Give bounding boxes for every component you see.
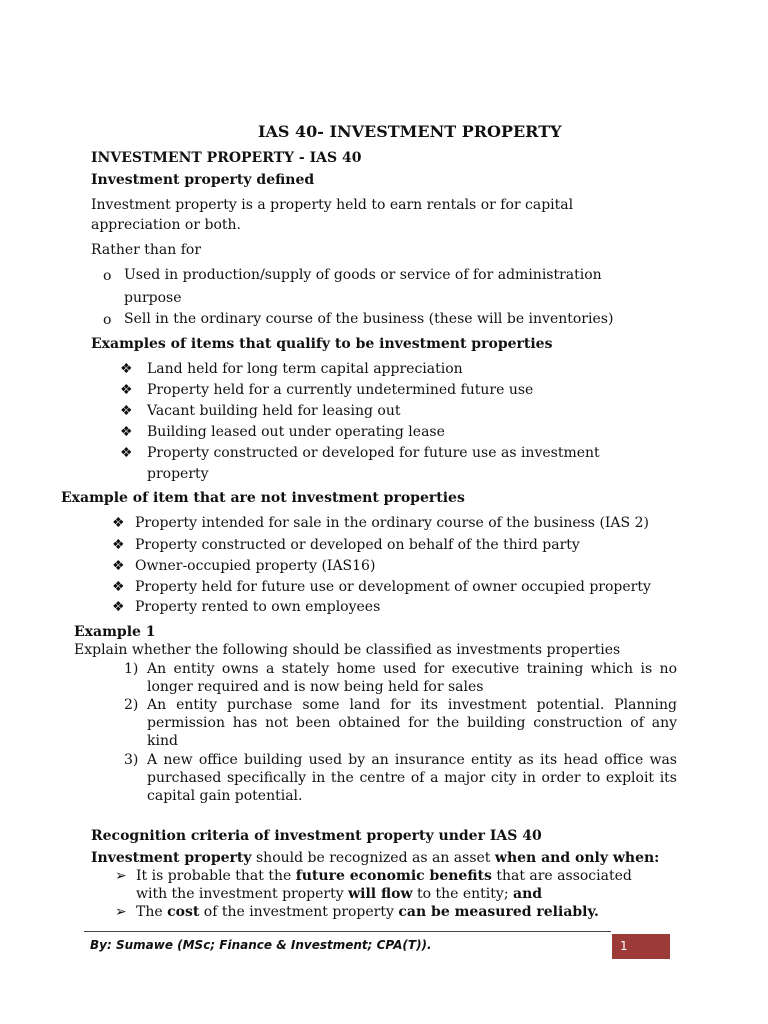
subtitle: INVESTMENT PROPERTY - IAS 40 bbox=[91, 150, 362, 166]
text: It is probable that the bbox=[136, 868, 296, 884]
diamond-bullet-icon: ❖ bbox=[112, 537, 125, 553]
diamond-bullet-icon: ❖ bbox=[120, 424, 133, 440]
bold-text: will flow bbox=[348, 886, 413, 902]
arrow-bullet-icon: ➢ bbox=[115, 868, 127, 884]
text: with the investment property bbox=[136, 886, 349, 902]
list-item: Land held for long term capital appreciation bbox=[147, 361, 463, 377]
diamond-bullet-icon: ❖ bbox=[112, 558, 125, 574]
example-line: permission has not been obtained for the building construction of any bbox=[147, 715, 677, 731]
diamond-bullet-icon: ❖ bbox=[112, 515, 125, 531]
example-line: A new office building used by an insurance entity as its head office was bbox=[147, 752, 677, 768]
diamond-bullet-icon: ❖ bbox=[120, 361, 133, 377]
example-line: capital gain potential. bbox=[147, 788, 303, 804]
diamond-bullet-icon: ❖ bbox=[120, 382, 133, 398]
page-number: 1 bbox=[620, 939, 628, 953]
list-item: Owner-occupied property (IAS16) bbox=[135, 558, 376, 574]
example-line: An entity owns a stately home used for executive training which is no bbox=[147, 661, 677, 677]
diamond-bullet-icon: ❖ bbox=[120, 445, 133, 461]
section-heading-qualify: Examples of items that qualify to be investment properties bbox=[91, 336, 553, 352]
bold-text: cost bbox=[167, 904, 200, 920]
list-item: Vacant building held for leasing out bbox=[147, 403, 401, 419]
text: that are associated bbox=[491, 868, 632, 884]
text: should be recognized as an asset bbox=[251, 850, 495, 866]
circle-bullet-icon: o bbox=[103, 268, 112, 284]
section-heading-defined: Investment property defined bbox=[91, 172, 315, 188]
circle-bullet-icon: o bbox=[103, 312, 112, 328]
bold-text: can be measured reliably. bbox=[398, 904, 599, 920]
list-item: Property held for future use or development of owner occupied property bbox=[135, 579, 651, 595]
rather-than-text: Rather than for bbox=[91, 242, 202, 258]
recognition-item bbox=[136, 904, 599, 920]
example-line: purchased specifically in the centre of a major city in order to exploit its bbox=[147, 770, 677, 786]
item-number: 3) bbox=[124, 752, 139, 768]
recognition-item bbox=[136, 886, 542, 902]
bold-text: and bbox=[513, 886, 543, 902]
bold-text: future economic benefits bbox=[295, 868, 492, 884]
arrow-bullet-icon: ➢ bbox=[115, 904, 127, 920]
text: to the entity; bbox=[412, 886, 513, 902]
list-item: Property held for a currently undetermined future use bbox=[147, 382, 534, 398]
example-intro: Explain whether the following should be classified as investments properties bbox=[74, 642, 621, 658]
bold-text: when and only when: bbox=[494, 850, 660, 866]
example-heading: Example 1 bbox=[74, 624, 156, 640]
definition-line: Investment property is a property held to earn rentals or for capital bbox=[91, 197, 574, 213]
list-item: Building leased out under operating lease bbox=[147, 424, 445, 440]
page-title: IAS 40- INVESTMENT PROPERTY bbox=[258, 122, 562, 141]
item-number: 1) bbox=[124, 661, 139, 677]
list-item: property bbox=[147, 466, 209, 482]
list-item: Property constructed or developed on behalf of the third party bbox=[135, 537, 580, 553]
text: The bbox=[136, 904, 168, 920]
diamond-bullet-icon: ❖ bbox=[112, 579, 125, 595]
example-line: kind bbox=[147, 733, 178, 749]
section-heading-recognition: Recognition criteria of investment property under IAS 40 bbox=[91, 828, 542, 844]
list-item: Property constructed or developed for future use as investment bbox=[147, 445, 600, 461]
text: of the investment property bbox=[199, 904, 399, 920]
list-item: Sell in the ordinary course of the business (these will be inventories) bbox=[124, 311, 614, 327]
bold-text: Investment property bbox=[91, 850, 252, 866]
footer-divider bbox=[84, 931, 611, 932]
example-line: longer required and is now being held for sales bbox=[147, 679, 484, 695]
diamond-bullet-icon: ❖ bbox=[112, 599, 125, 615]
list-item: Property intended for sale in the ordinary course of the business (IAS 2) bbox=[135, 515, 649, 531]
list-item: Property rented to own employees bbox=[135, 599, 381, 615]
list-item: purpose bbox=[124, 290, 182, 306]
definition-line: appreciation or both. bbox=[91, 217, 241, 233]
page-number-box bbox=[612, 934, 670, 959]
example-line: An entity purchase some land for its investment potential. Planning bbox=[147, 697, 677, 713]
footer-author: By: Sumawe (MSc; Finance & Investment; CPA(T)). bbox=[90, 938, 432, 952]
item-number: 2) bbox=[124, 697, 139, 713]
diamond-bullet-icon: ❖ bbox=[120, 403, 133, 419]
recognition-item bbox=[136, 868, 632, 884]
list-item: Used in production/supply of goods or service of for administration bbox=[124, 267, 602, 283]
section-heading-not: Example of item that are not investment properties bbox=[61, 490, 465, 506]
recognition-intro bbox=[91, 850, 659, 866]
